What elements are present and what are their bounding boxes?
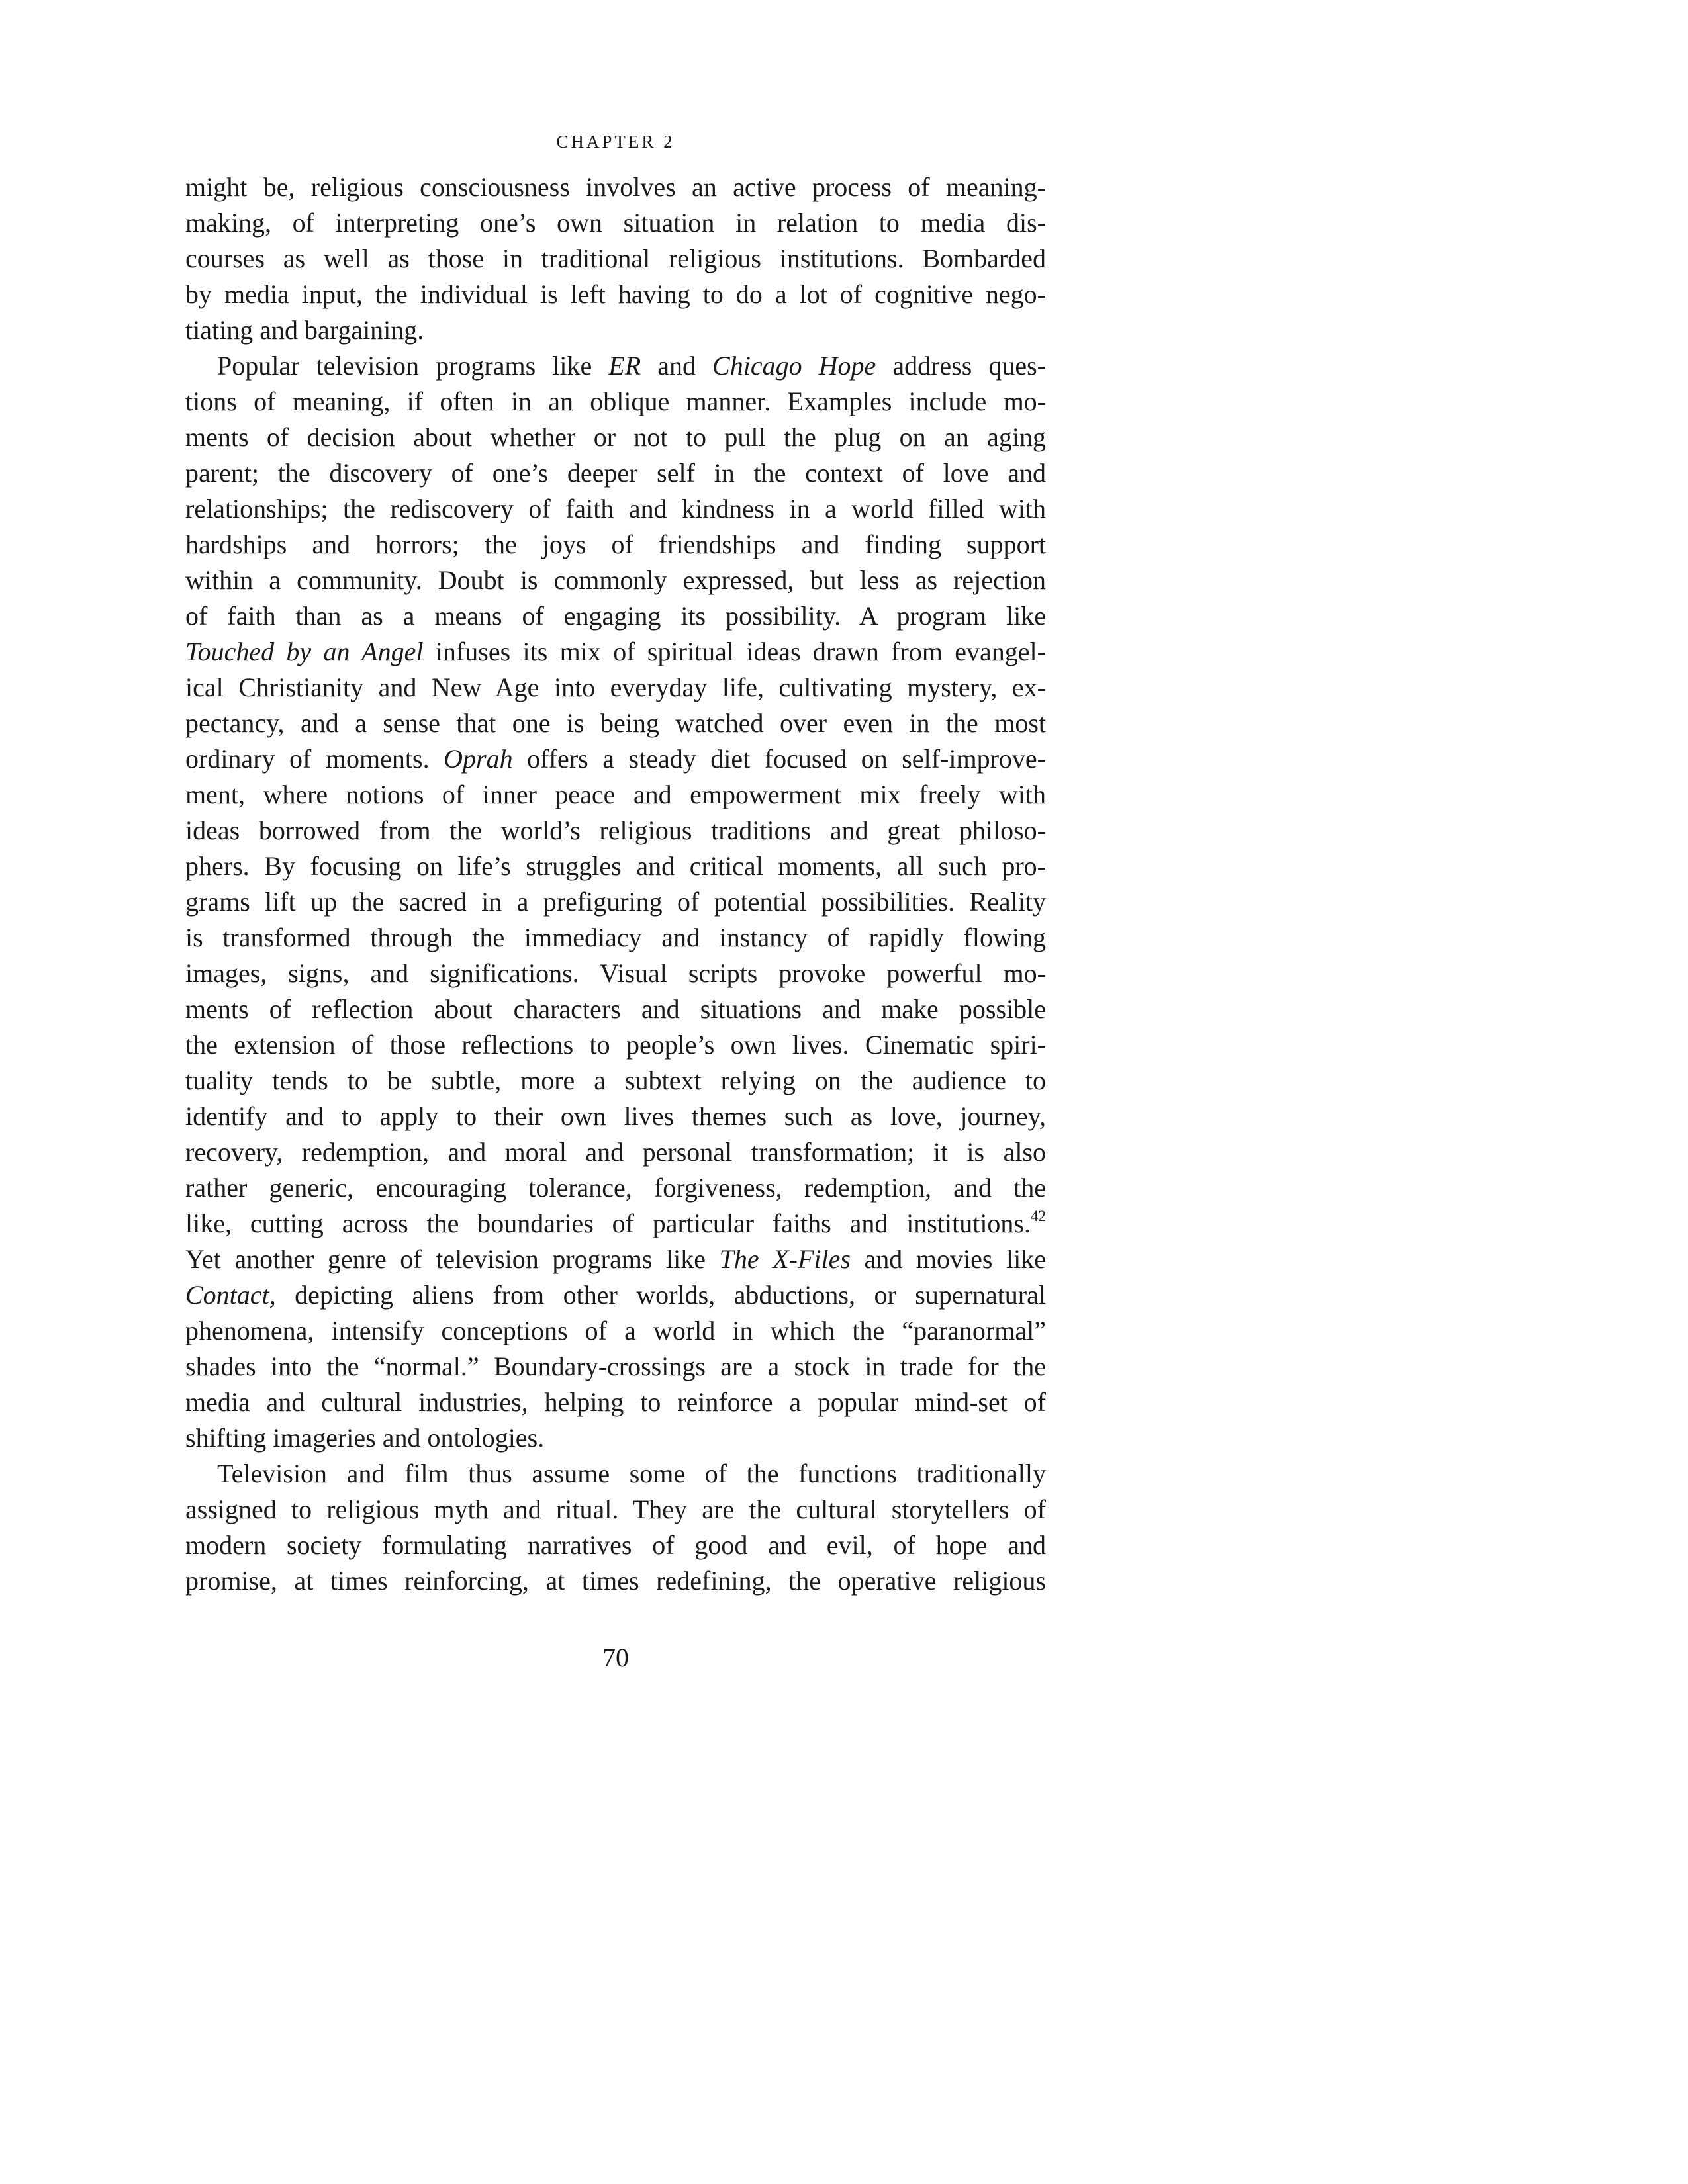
- text-line: phenomena, intensify conceptions of a world in which the “paranormal”: [185, 1316, 1046, 1345]
- text-line: grams lift up the sacred in a prefiguring of potential possibilities. Reality: [185, 887, 1046, 917]
- text-line: ical Christianity and New Age into everyday life, cultivating mystery, ex-: [185, 672, 1046, 702]
- paragraph: [185, 1456, 1046, 1599]
- text-line: of faith than as a means of engaging its possibility. A program like: [185, 601, 1046, 631]
- body-text: [185, 169, 1046, 1599]
- text-line: identify and to apply to their own lives themes such as love, journey,: [185, 1101, 1046, 1131]
- title-italic: Chicago Hope: [712, 351, 876, 381]
- text-line: modern society formulating narratives of good and evil, of hope and: [185, 1530, 1046, 1560]
- text-line: Popular television programs like ER and Chicago Hope address ques-: [217, 351, 1047, 381]
- text-line: by media input, the individual is left having to do a lot of cognitive nego-: [185, 279, 1046, 309]
- text-line: rather generic, encouraging tolerance, forgiveness, redemption, and the: [185, 1173, 1046, 1203]
- title-italic: ER: [608, 351, 641, 381]
- text-line: phers. By focusing on life’s struggles and critical moments, all such pro-: [185, 851, 1046, 881]
- text-line: Yet another genre of television programs like The X-Files and movies like: [185, 1244, 1047, 1274]
- text-line: Touched by an Angel infuses its mix of spiritual ideas drawn from evangel-: [185, 637, 1046, 666]
- text-line: promise, at times reinforcing, at times redefining, the operative religious: [185, 1566, 1046, 1596]
- page-number: 70: [602, 1643, 629, 1672]
- title-italic: The X-Files: [719, 1244, 851, 1274]
- title-italic: Oprah: [444, 744, 513, 774]
- text-line: assigned to religious myth and ritual. They are the cultural storytellers of: [185, 1494, 1046, 1524]
- text-line: Television and film thus assume some of the functions traditionally: [217, 1459, 1046, 1488]
- text-line: recovery, redemption, and moral and personal transformation; it is also: [185, 1137, 1046, 1167]
- text-line: tions of meaning, if often in an oblique manner. Examples include mo-: [185, 387, 1046, 416]
- paragraph: [185, 169, 1046, 348]
- text-line: like, cutting across the boundaries of particular faiths and institutions.$^{42}$: [185, 1208, 1046, 1238]
- text-line: shifting imageries and ontologies.: [185, 1423, 545, 1453]
- text-line: hardships and horrors; the joys of friendships and finding support: [185, 529, 1046, 559]
- text-line: might be, religious consciousness involves an active process of meaning-: [185, 172, 1046, 202]
- text-line: tuality tends to be subtle, more a subtext relying on the audience to: [185, 1066, 1046, 1095]
- text-line: media and cultural industries, helping to reinforce a popular mind-set of: [185, 1387, 1046, 1417]
- footnote-marker[interactable]: 42: [1031, 1208, 1046, 1224]
- text-line: images, signs, and significations. Visual scripts provoke powerful mo-: [185, 958, 1046, 988]
- text-line: ment, where notions of inner peace and empowerment mix freely with: [185, 780, 1046, 809]
- text-line: is transformed through the immediacy and instancy of rapidly flowing: [185, 923, 1046, 952]
- text-line: ordinary of moments. Oprah offers a steady diet focused on self-improve-: [185, 744, 1046, 774]
- paragraph: [185, 348, 1046, 1456]
- text-line: pectancy, and a sense that one is being watched over even in the most: [185, 708, 1046, 738]
- text-line: parent; the discovery of one’s deeper self in the context of love and: [185, 458, 1046, 488]
- text-line: courses as well as those in traditional religious institutions. Bombarded: [185, 244, 1046, 273]
- title-italic: Touched by an Angel: [185, 637, 424, 666]
- text-line: shades into the “normal.” Boundary-crossings are a stock in trade for the: [185, 1351, 1046, 1381]
- running-head: CHAPTER 2: [556, 132, 675, 152]
- text-line: tiating and bargaining.: [185, 315, 424, 345]
- text-line: within a community. Doubt is commonly expressed, but less as rejection: [185, 565, 1046, 595]
- title-italic: Contact,: [185, 1280, 276, 1310]
- text-line: Contact, depicting aliens from other worlds, abductions, or supernatural: [185, 1280, 1046, 1310]
- text-line: ideas borrowed from the world’s religious traditions and great philoso-: [185, 815, 1046, 845]
- text-line: ments of decision about whether or not to pull the plug on an aging: [185, 422, 1046, 452]
- text-line: relationships; the rediscovery of faith and kindness in a world filled with: [185, 494, 1046, 523]
- text-line: the extension of those reflections to people’s own lives. Cinematic spiri-: [185, 1030, 1046, 1060]
- text-line: making, of interpreting one’s own situation in relation to media dis-: [185, 208, 1046, 238]
- text-line: ments of reflection about characters and situations and make possible: [185, 994, 1046, 1024]
